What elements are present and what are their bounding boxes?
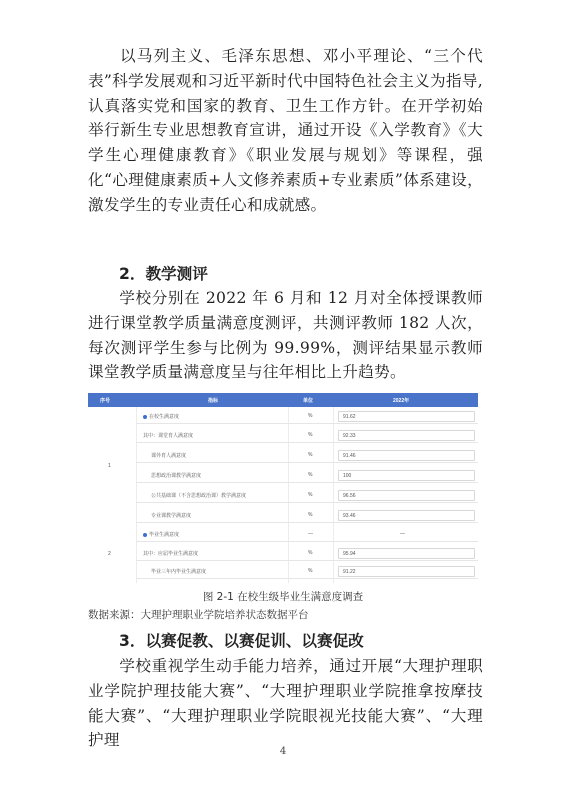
- table-row-unit: %: [308, 550, 313, 556]
- column-divider: [288, 407, 289, 583]
- group-number: 1: [108, 463, 111, 469]
- row-divider: [136, 462, 478, 463]
- satisfaction-table-screenshot: [88, 393, 478, 583]
- row-divider: [136, 423, 478, 424]
- table-header: [88, 393, 478, 407]
- value-input[interactable]: 91.46: [338, 450, 475, 461]
- value-input[interactable]: 93.46: [338, 510, 475, 521]
- value-input[interactable]: 100: [338, 470, 475, 481]
- bullet-icon: [143, 533, 147, 537]
- group-number: 2: [108, 551, 111, 557]
- paragraph-ideology: 以马列主义、毛泽东思想、邓小平理论、“三个代表”科学发展观和习近平新时代中国特色社会主义为指导,认真落实党和国家的教育、卫生工作方针。在开学初始举行新生专业思想教育宣讲，通过开设《入学教育》《大学生心理健康教育》《职业发展与规划》等课程，强化“心理健康素质+人文修养素质+专业素质”体系建设，激发学生的专业责任心和成就感。: [88, 47, 483, 214]
- table-row-indicator: 毕业三年内毕业生满意度: [151, 569, 207, 575]
- column-divider: [136, 407, 137, 583]
- header-indicator: 指标: [208, 398, 219, 404]
- column-divider: [333, 407, 334, 583]
- row-divider: [136, 442, 478, 443]
- row-divider: [136, 560, 478, 561]
- value-input[interactable]: 96.56: [338, 490, 475, 501]
- table-row-indicator: 课外育人满意度: [151, 453, 187, 459]
- paragraph-competitions: 学校重视学生动手能力培养，通过开展“大理护理职业学院护理技能大赛”、“大理护理职业学院推拿按摩技能大赛”、“大理护理职业学院眼视光技能大赛”、“大理护理: [88, 657, 483, 750]
- row-divider: [136, 522, 478, 523]
- value-input[interactable]: 95.94: [338, 548, 475, 559]
- table-row-indicator: 专业课教学满意度: [151, 513, 192, 519]
- table-row-value: —: [400, 531, 405, 537]
- table-row-indicator: 毕业生满意度: [143, 531, 179, 538]
- value-input[interactable]: 91.22: [338, 566, 475, 577]
- table-row-indicator: 在校生满意度: [143, 413, 179, 420]
- header-year: 2022年: [393, 398, 410, 404]
- row-divider: [136, 578, 478, 579]
- row-divider: [136, 541, 478, 542]
- heading-teaching-evaluation: 2．教学测评: [119, 265, 208, 283]
- paragraph-evaluation: 学校分别在 2022 年 6 月和 12 月对全体授课教师进行课堂教学质量满意度测评，共测评教师 182 人次，每次测评学生参与比例为 99.99%，测评结果显示教师课堂教学质量满意度呈与往年相比上升趋势。: [88, 289, 483, 382]
- heading-competitions: 3．以赛促教、以赛促训、以赛促改: [119, 632, 364, 650]
- table-row-unit: %: [308, 413, 313, 419]
- table-row-unit: %: [308, 568, 313, 574]
- page-number: 4: [279, 746, 287, 757]
- table-row-unit: %: [308, 452, 313, 458]
- figure-caption: 图 2-1 在校生级毕业生满意度调查: [202, 591, 364, 603]
- table-row-indicator: 其中：课堂育人满意度: [143, 433, 194, 439]
- table-row-indicator: 其中：应届毕业生满意度: [143, 551, 199, 557]
- value-input[interactable]: 92.33: [338, 430, 475, 441]
- table-row-unit: —: [308, 531, 313, 537]
- header-unit: 单位: [303, 398, 314, 404]
- table-row-indicator: 思想政治课教学满意度: [151, 473, 202, 479]
- table-row-unit: %: [308, 492, 313, 498]
- row-divider: [136, 502, 478, 503]
- table-row-unit: %: [308, 472, 313, 478]
- table-row-unit: %: [308, 432, 313, 438]
- header-no: 序号: [100, 398, 111, 404]
- table-row-indicator: 公共基础课（不含思想政治课）教学满意度: [151, 493, 247, 499]
- row-divider: [136, 482, 478, 483]
- bullet-icon: [143, 415, 147, 419]
- table-row-unit: %: [308, 512, 313, 518]
- value-input[interactable]: 91.62: [338, 411, 475, 422]
- data-source: 数据来源：大理护理职业学院培养状态数据平台: [88, 609, 309, 621]
